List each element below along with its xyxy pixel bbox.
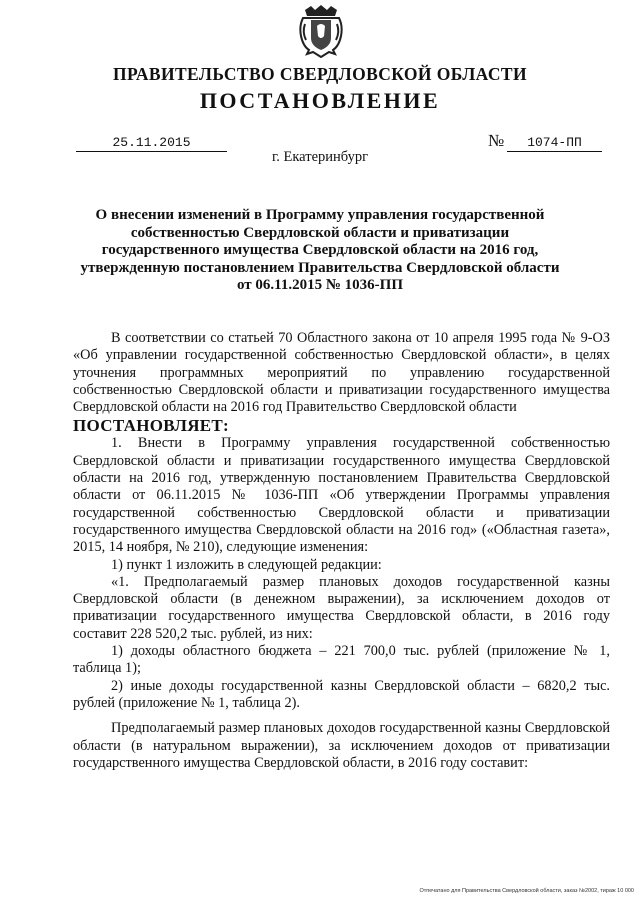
body-paragraph: Предполагаемый размер плановых доходов государственной казны Свердловской области (в натуральном выражении), за исключением доходов от приватизации государственного имущества Свердловской области, в 2016 году составит: [73, 720, 610, 771]
body-paragraph: 1. Внести в Программу управления государственной собственностью Свердловской области и приватизации государственного имущества Свердловской области на 2016 год, утвержденную постановлением Правительства Свердловской области от 06.11.2015 № 1036-ПП «Об утверждении Программы управления государственной собственностью Свердловской области и приватизации государственного имущества Свердловской области на 2016 год» («Областная газета», 2015, 14 ноября, № 210), следующие изменения: [73, 435, 610, 556]
city: г. Екатеринбург [271, 149, 369, 165]
body-paragraph: 1) доходы областного бюджета – 221 700,0 тыс. рублей (приложение № 1, таблица 1); [73, 643, 610, 677]
document-body [73, 330, 610, 772]
document-date: 25.11.2015 [76, 135, 227, 152]
body-paragraph: «1. Предполагаемый размер плановых доходов государственной казны Свердловской области (в денежном выражении), за исключением доходов от приватизации государственного имущества Свердловской области, в 2016 году составит 228 520,2 тыс. рублей, из них: [73, 573, 610, 642]
decree-heading: ПОСТАНОВЛЯЕТ: [73, 416, 230, 436]
document-number: 1074-ПП [507, 135, 602, 152]
document-title: О внесении изменений в Программу управления государственной собственностью Свердловской области и приватизации государственного имущества Свердловской области на 2016 год, утвержденную постановлением Правительства Свердловской области от 06.11.2015 № 1036-ПП [80, 207, 560, 293]
preamble-paragraph: В соответствии со статьей 70 Областного закона от 10 апреля 1995 года № 9-ОЗ «Об управлении государственной собственностью Свердловской области», в целях уточнения программных мероприятий по управлению государственной собственностью Свердловской области и приватизации государственного имущества Свердловской области на 2016 год Правительство Свердловской области [73, 330, 610, 416]
document-type: ПОСТАНОВЛЕНИЕ [199, 88, 441, 113]
body-paragraph: 1) пункт 1 изложить в следующей редакции: [111, 556, 382, 573]
government-name: ПРАВИТЕЛЬСТВО СВЕРДЛОВСКОЙ ОБЛАСТИ [113, 64, 527, 84]
number-label: № [488, 131, 505, 150]
coat-of-arms-emblem [297, 4, 345, 58]
print-footer: Отпечатано для Правительства Свердловской области, заказ №2002, тираж 10 000 [419, 888, 634, 894]
body-paragraph: 2) иные доходы государственной казны Свердловской области – 6820,2 тыс. рублей (приложение № 1, таблица 2). [73, 677, 610, 711]
